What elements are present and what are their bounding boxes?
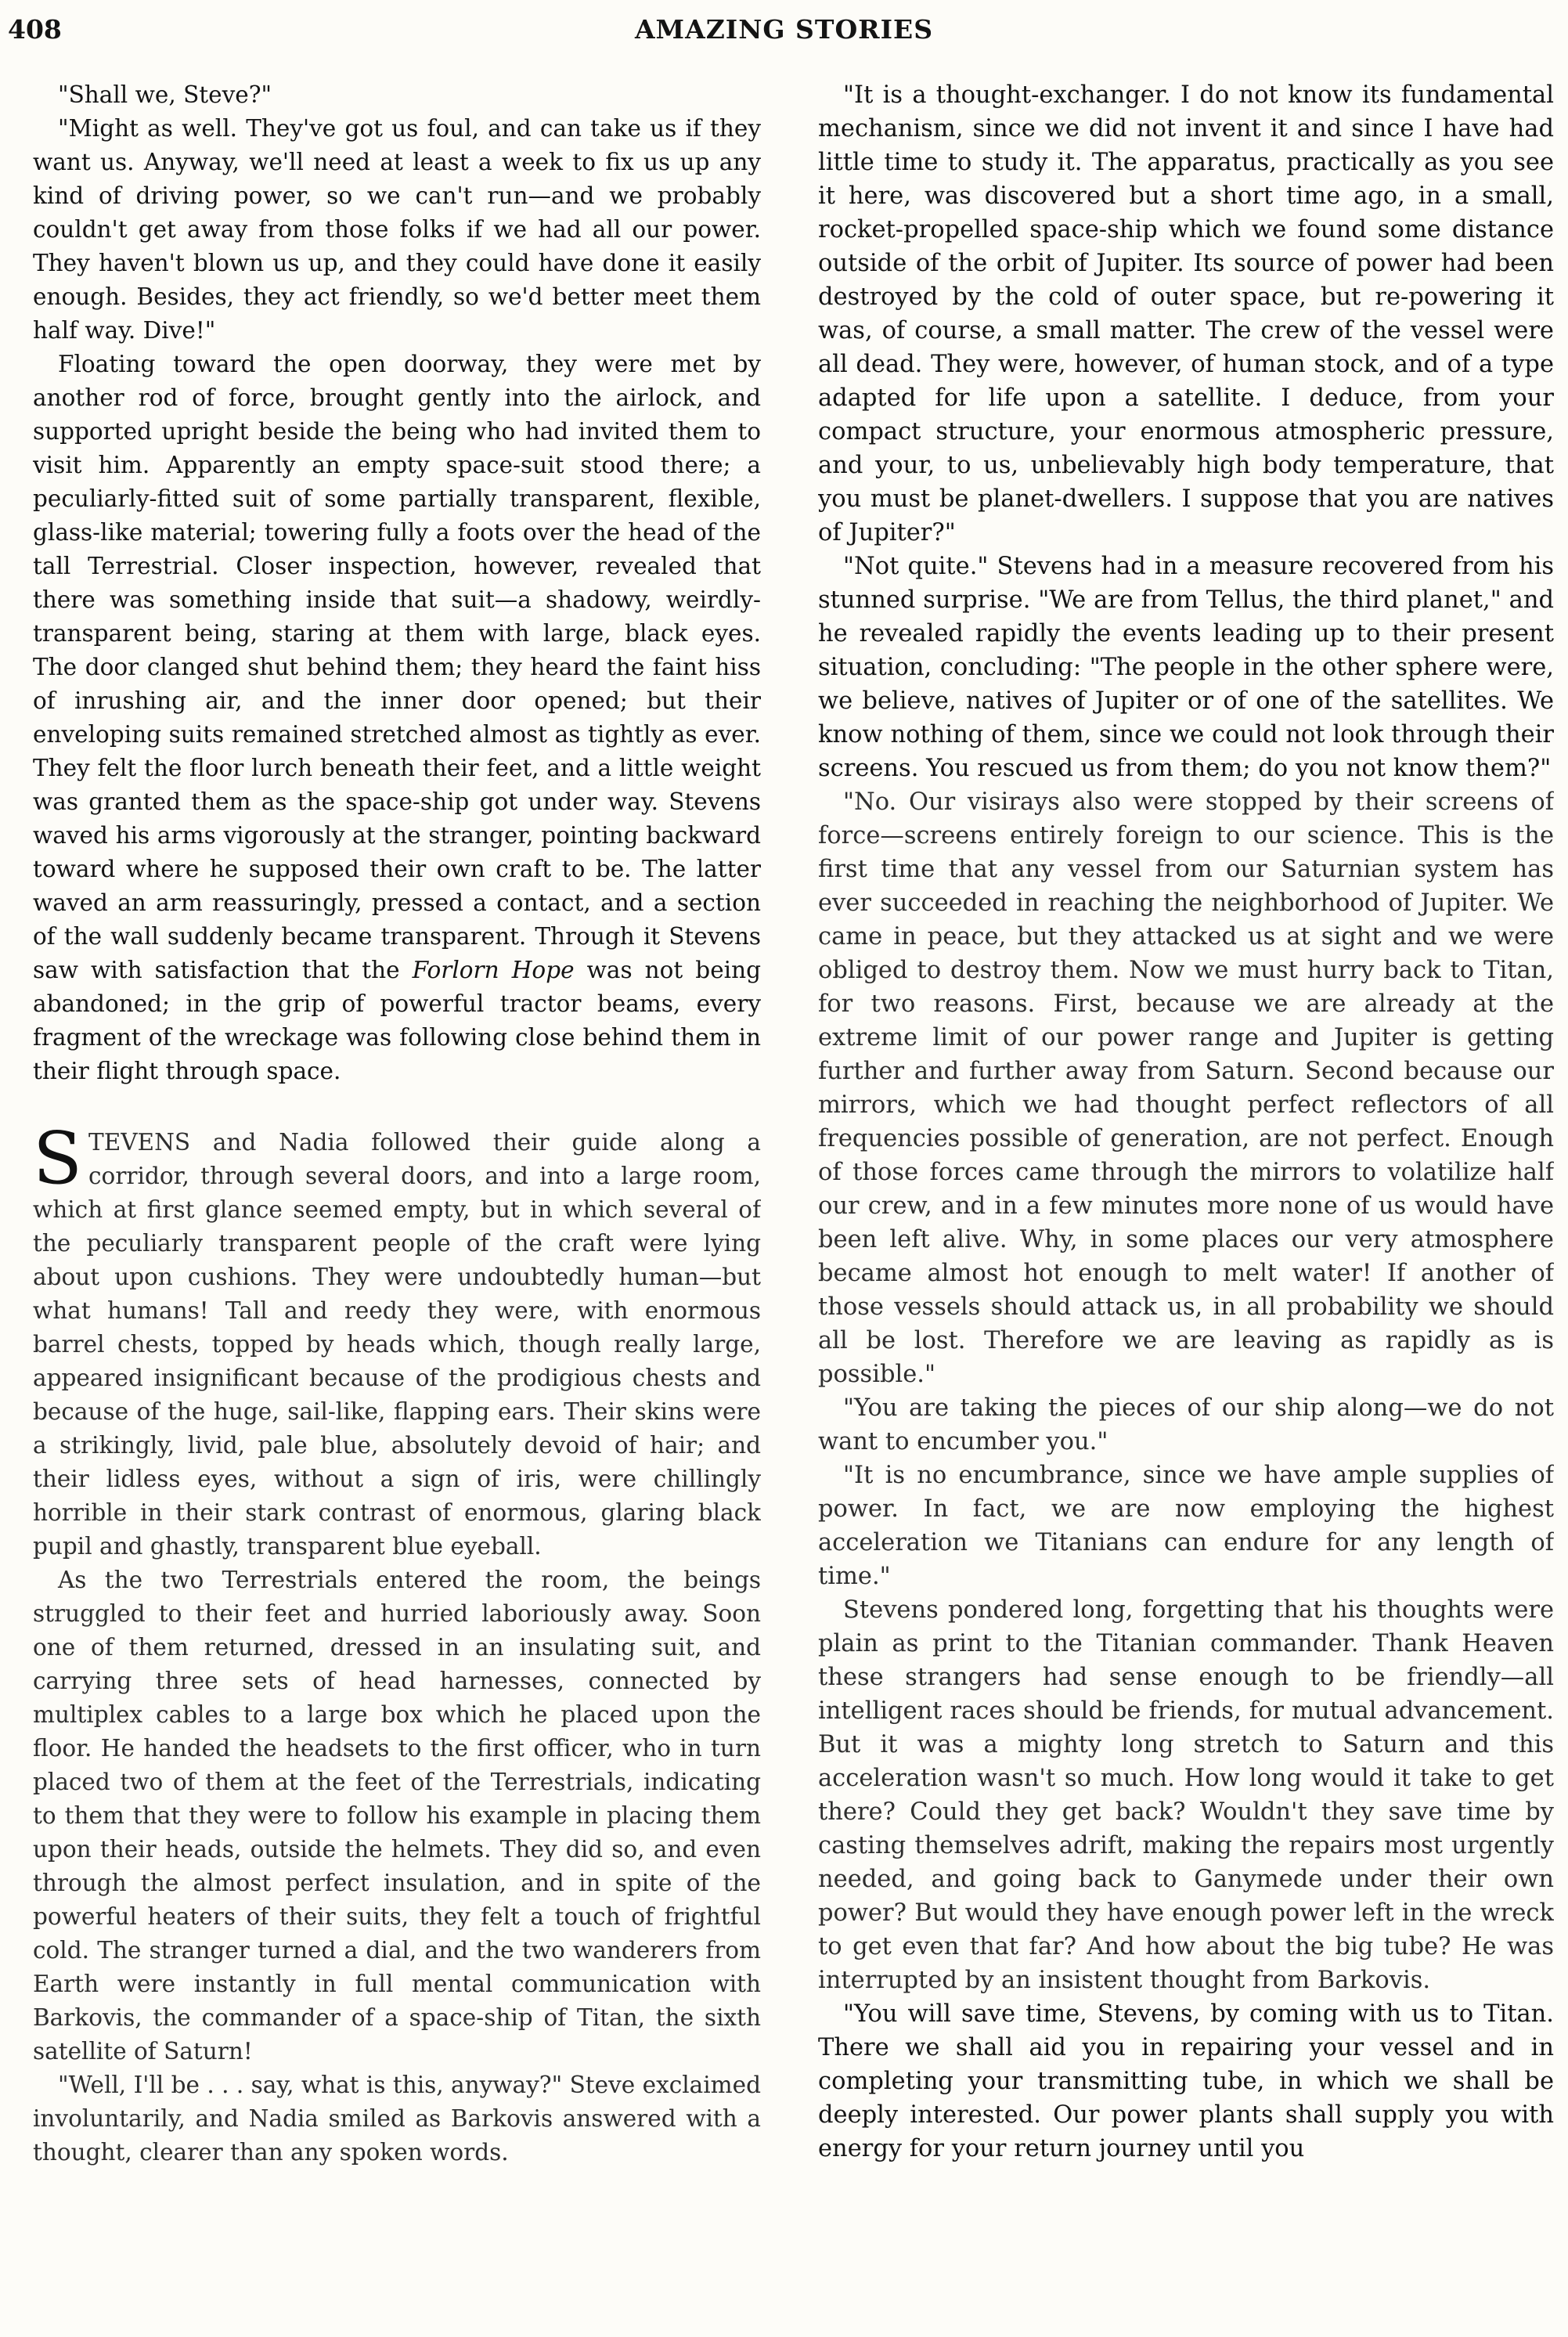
paragraph-text: TEVENS and Nadia followed their guide along a corridor, through several doors, and into a large room, which at first glance seemed empty, but in which several of the peculiarly transparent people of the craft were lying about upon cushions. They were undoubtedly human—but what humans! Tall and reedy they were, with enormous barrel chests, topped by heads which, though really large, appeared insignificant because of the prodigious chests and because of the huge, sail-like, flapping ears. Their skins were a strikingly, livid, pale blue, absolutely devoid of hair; and their lidless eyes, without a sign of iris, were chillingly horrible in their stark contrast of enormous, glaring black pupil and ghastly, transparent blue eyeball. <box>33 1129 761 1560</box>
paragraph <box>33 1116 761 1563</box>
paragraph-text: was not being abandoned; in the grip of powerful tractor beams, every fragment of the wreckage was following close behind them in their flight through space. <box>33 957 761 1084</box>
paragraph: Stevens pondered long, forgetting that his thoughts were plain as print to the Titanian commander. Thank Heaven these strangers had sense enough to be friendly—all intelligent races should be friends, for mutual advancement. But it was a mighty long stretch to Saturn and this acceleration wasn't so much. How long would it take to get there? Could they get back? Wouldn't they save time by casting themselves adrift, making the repairs most urgently needed, and going back to Ganymede under their own power? But would they have enough power left in the wreck to get even that far? And how about the big tube? He was interrupted by an insistent thought from Barkovis. <box>818 1596 1554 1994</box>
paragraph <box>33 348 761 1088</box>
paragraph: "Might as well. They've got us foul, and can take us if they want us. Anyway, we'll need at least a week to fix us up any kind of driving power, so we can't run—and we probably couldn't get away from those folks if we had all our power. They haven't blown us up, and they could have done it easily enough. Besides, they act friendly, so we'd better meet them half way. Dive!" <box>33 115 761 344</box>
drop-cap: S <box>33 1116 83 1200</box>
paragraph: "No. Our visirays also were stopped by their screens of force—screens entirely foreign to our science. This is the first time that any vessel from our Saturnian system has ever succeeded in reaching the neighborhood of Jupiter. We came in peace, but they attacked us at sight and we were obliged to destroy them. Now we must hurry back to Titan, for two reasons. First, because we are already at the extreme limit of our power range and Jupiter is getting further and further away from Saturn. Second because our mirrors, which we had thought perfect reflectors of all frequencies possible of generation, are not perfect. Enough of those forces came through the mirrors to volatilize half our crew, and in a few minutes more none of us would have been left alive. Why, in some places our very atmosphere became almost hot enough to melt water! If another of those vessels should attack us, in all probability we should all be lost. Therefore we are leaving as rapidly as is possible." <box>818 788 1554 1388</box>
paragraph: "Not quite." Stevens had in a measure recovered from his stunned surprise. "We are from Tellus, the third planet," and he revealed rapidly the events leading up to their present situation, concluding: "The people in the other sphere were, we believe, natives of Jupiter or of one of the satellites. We know nothing of them, since we could not look through their screens. You rescued us from them; do you not know them?" <box>818 553 1554 782</box>
paragraph: "It is no encumbrance, since we have ample supplies of power. In fact, we are now employing the highest acceleration we Titanians can endure for any length of time." <box>818 1462 1554 1590</box>
paragraph: "Shall we, Steve?" <box>58 81 272 108</box>
paragraph: "You will save time, Stevens, by coming with us to Titan. There we shall aid you in repairing your vessel and in completing your transmitting tube, in which we shall be deeply interested. Our power plants shall supply you with energy for your return journey until you <box>818 2000 1554 2162</box>
paragraph: "You are taking the pieces of our ship along—we do not want to encumber you." <box>818 1394 1554 1455</box>
left-column <box>33 78 761 2325</box>
paragraph: "It is a thought-exchanger. I do not know its fundamental mechanism, since we did not invent it and since I have had little time to study it. The apparatus, practically as you see it here, was discovered but a short time ago, in a small, rocket-propelled space-ship which we found some distance outside of the orbit of Jupiter. Its source of power had been destroyed by the cold of outer space, but re-powering it was, of course, a small matter. The crew of the vessel were all dead. They were, however, of human stock, and of a type adapted for life upon a satellite. I deduce, from your compact structure, your enormous atmospheric pressure, and your, to us, unbelievably high body temperature, that you must be planet-dwellers. I suppose that you are natives of Jupiter?" <box>818 81 1554 546</box>
paragraph: As the two Terrestrials entered the room, the beings struggled to their feet and hurried laboriously away. Soon one of them returned, dressed in an insulating suit, and carrying three sets of head harnesses, connected by multiplex cables to a large box which he placed upon the floor. He handed the headsets to the first officer, who in turn placed two of them at the feet of the Terrestrials, indicating to them that they were to follow his example in placing them upon their heads, outside the helmets. They did so, and even through the almost perfect insulation, and in spite of the powerful heaters of their suits, they felt a touch of frightful cold. The stranger turned a dial, and the two wanderers from Earth were instantly in full mental communication with Barkovis, the commander of a space-ship of Titan, the sixth satellite of Saturn! <box>33 1567 761 2065</box>
paragraph: "Well, I'll be . . . say, what is this, anyway?" Steve exclaimed involuntarily, and Nadia smiled as Barkovis answered with a thought, clearer than any spoken words. <box>33 2072 761 2166</box>
section-break <box>33 1088 761 1126</box>
right-column <box>818 78 1554 2325</box>
ship-name: Forlorn Hope <box>412 957 575 983</box>
page-header <box>0 0 1568 53</box>
page-number: 408 <box>8 14 62 45</box>
running-title: AMAZING STORIES <box>634 14 934 45</box>
paragraph-text: Floating toward the open doorway, they were met by another rod of force, brought gently into the airlock, and supported upright beside the being who had invited them to visit him. Apparently an empty space-suit stood there; a peculiarly-fitted suit of some partially transparent, flexible, glass-like material; towering fully a foots over the head of the tall Terrestrial. Closer inspection, however, revealed that there was something inside that suit—a shadowy, weirdly-transparent being, staring at them with large, black eyes. The door clanged shut behind them; they heard the faint hiss of inrushing air, and the inner door opened; but their enveloping suits remained stretched almost as tightly as ever. They felt the floor lurch beneath their feet, and a little weight was granted them as the space-ship got under way. Stevens waved his arms vigorously at the stranger, pointing backward toward where he supposed their own craft to be. The latter waved an arm reassuringly, pressed a contact, and a section of the wall suddenly became transparent. Through it Stevens saw with satisfaction that the <box>33 351 761 983</box>
